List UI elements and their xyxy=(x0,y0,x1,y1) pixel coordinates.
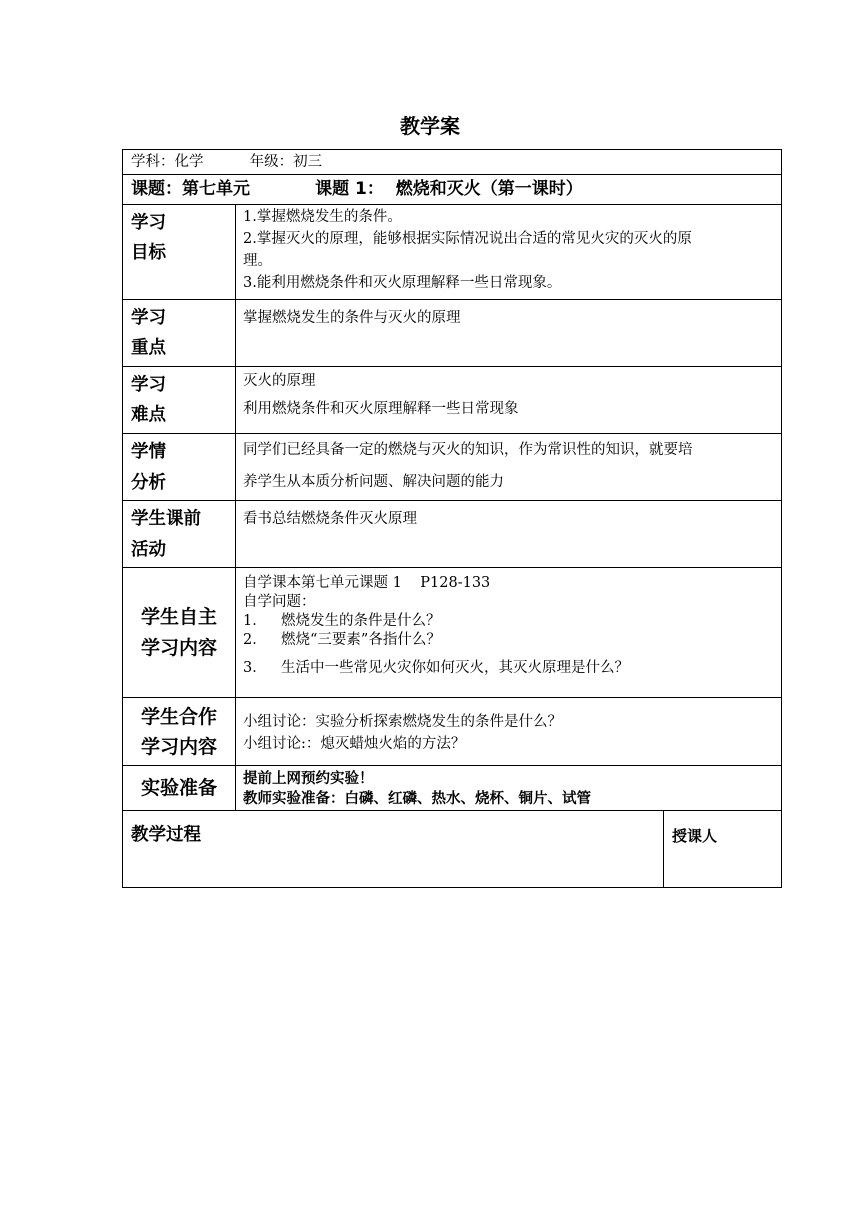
question-number: 3． xyxy=(243,660,267,676)
self-study-question-1 xyxy=(243,612,777,631)
difficulties-label-2: 难点 xyxy=(131,405,166,425)
objective-item-2: 2.掌握灭火的原理，能够根据实际情况说出合适的常见火灾的灭火的原 xyxy=(243,231,692,247)
key-points-row xyxy=(123,300,782,367)
analysis-row xyxy=(123,434,782,501)
analysis-line-1: 同学们已经具备一定的燃烧与灭火的知识，作为常识性的知识，就要培 xyxy=(243,442,693,458)
objective-item-3: 3.能利用燃烧条件和灭火原理解释一些日常现象。 xyxy=(243,275,562,291)
experiment-row xyxy=(123,766,782,811)
topic-row xyxy=(123,175,782,205)
question-number: 2． xyxy=(243,632,267,648)
difficulties-row xyxy=(123,367,782,434)
experiment-label: 实验准备 xyxy=(140,777,217,799)
cooperation-label-1: 学生合作 xyxy=(140,705,217,728)
grade-field: 年级：初三 xyxy=(249,154,323,170)
self-study-label-1: 学生自主 xyxy=(140,605,217,628)
objective-item-2-cont: 理。 xyxy=(243,253,272,269)
self-study-label-2: 学习内容 xyxy=(140,636,217,659)
objectives-label-1: 学习 xyxy=(131,213,166,233)
document-title: 教学案 xyxy=(400,114,460,138)
analysis-label-2: 分析 xyxy=(131,473,166,493)
self-study-questions-label: 自学问题： xyxy=(243,594,316,610)
question-text: 燃烧发生的条件是什么？ xyxy=(281,613,441,629)
process-label: 教学过程 xyxy=(131,825,201,845)
pre-class-label-2: 活动 xyxy=(131,540,166,560)
cooperation-line-2: 小组讨论:：熄灭蜡烛火焰的方法？ xyxy=(243,736,466,752)
key-points-label-1: 学习 xyxy=(131,308,166,328)
cooperation-row xyxy=(123,698,782,766)
objectives-row xyxy=(123,205,782,300)
difficulties-label-1: 学习 xyxy=(131,375,166,395)
cooperation-label-2: 学习内容 xyxy=(140,735,217,758)
experiment-line-2: 教师实验准备：白磷、红磷、热水、烧杯、铜片、试管 xyxy=(243,791,591,807)
unit-label: 课题：第七单元 xyxy=(131,179,250,199)
lesson-plan-table xyxy=(122,149,782,888)
question-number: 1． xyxy=(243,613,267,629)
self-study-intro: 自学课本第七单元课题 1 P128-133 xyxy=(243,575,491,591)
objectives-label-2: 目标 xyxy=(131,243,166,263)
self-study-row xyxy=(123,568,782,698)
question-text: 燃烧“三要素”各指什么？ xyxy=(281,632,441,648)
key-points-text: 掌握燃烧发生的条件与灭火的原理 xyxy=(243,310,461,326)
self-study-question-2 xyxy=(243,631,777,650)
question-text: 生活中一些常见火灾你如何灭火，其灭火原理是什么？ xyxy=(281,660,629,676)
pre-class-label-1: 学生课前 xyxy=(131,509,201,529)
pre-class-row xyxy=(123,501,782,568)
difficulty-line-1: 灭火的原理 xyxy=(243,373,316,389)
difficulty-line-2: 利用燃烧条件和灭火原理解释一些日常现象 xyxy=(243,401,519,417)
lesson-label: 课题 1： xyxy=(315,179,384,199)
key-points-label-2: 重点 xyxy=(131,338,166,358)
analysis-line-2: 养学生从本质分析问题、解决问题的能力 xyxy=(243,474,504,490)
experiment-line-1: 提前上网预约实验！ xyxy=(243,771,374,787)
lesson-name: 燃烧和灭火（第一课时） xyxy=(395,179,583,199)
self-study-question-3 xyxy=(243,659,777,678)
analysis-label-1: 学情 xyxy=(131,442,166,462)
objective-item-1: 1.掌握燃烧发生的条件。 xyxy=(243,209,402,225)
teacher-label: 授课人 xyxy=(672,827,718,845)
process-row xyxy=(123,811,782,888)
cooperation-line-1: 小组讨论：实验分析探索燃烧发生的条件是什么？ xyxy=(243,714,562,730)
pre-class-text: 看书总结燃烧条件灭火原理 xyxy=(243,511,417,527)
subject-field: 学科：化学 xyxy=(131,154,204,170)
meta-row xyxy=(123,150,782,175)
